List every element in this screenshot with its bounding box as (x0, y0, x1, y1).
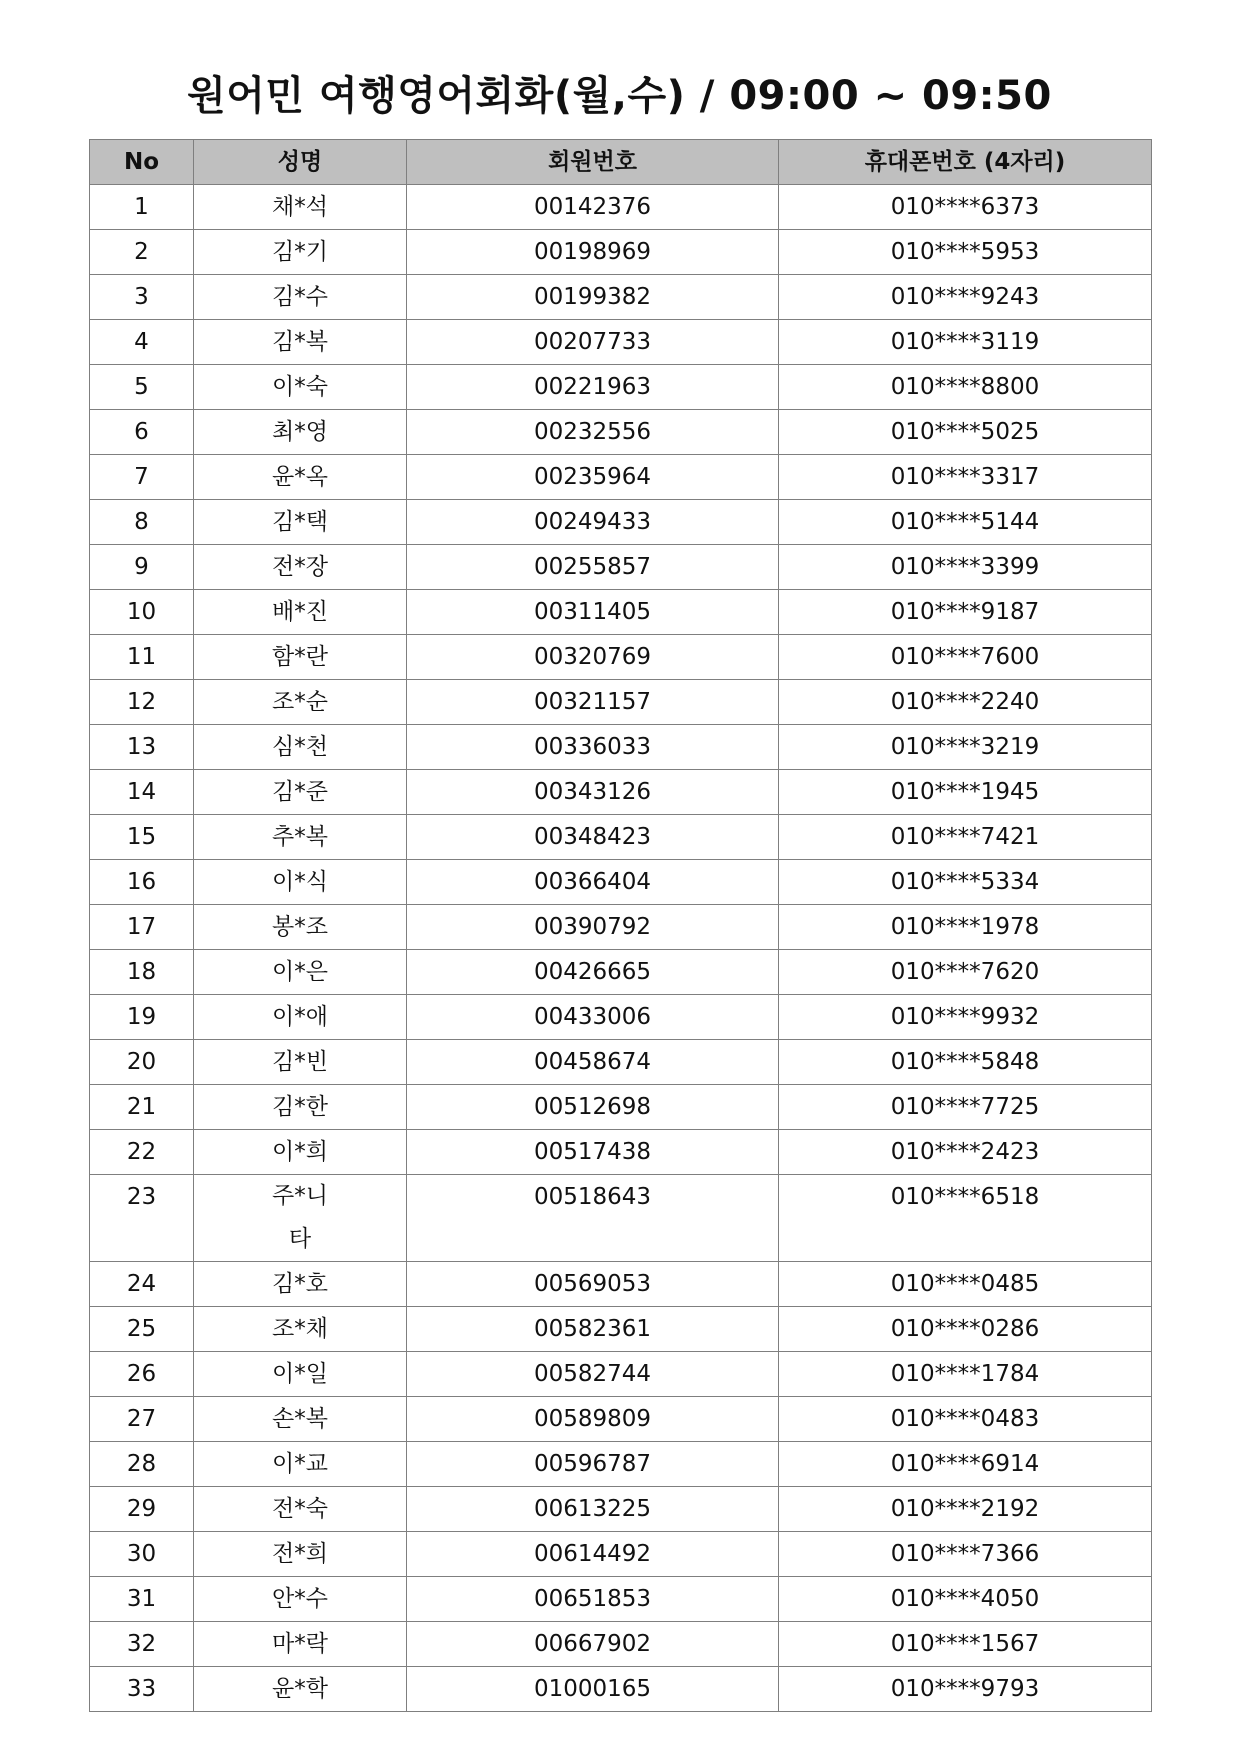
cell-no: 7 (90, 455, 194, 500)
table-row (90, 320, 1152, 365)
table-header-row (90, 140, 1152, 185)
table-row (90, 680, 1152, 725)
cell-phone: 010****7620 (779, 950, 1152, 995)
cell-phone: 010****2240 (779, 680, 1152, 725)
cell-name (194, 1667, 407, 1712)
participant-name: 배*진 (272, 599, 328, 625)
table-row (90, 1085, 1152, 1130)
cell-name (194, 1397, 407, 1442)
table-row (90, 230, 1152, 275)
participant-name: 함*란 (272, 644, 328, 670)
table-row (90, 860, 1152, 905)
cell-name (194, 1175, 407, 1262)
participant-name: 이*교 (272, 1451, 328, 1477)
cell-name (194, 905, 407, 950)
cell-name (194, 185, 407, 230)
cell-member-id: 00199382 (407, 275, 779, 320)
participant-name: 심*천 (272, 734, 328, 760)
cell-no: 26 (90, 1352, 194, 1397)
participant-name: 전*장 (272, 554, 328, 580)
participant-name: 김*복 (272, 329, 328, 355)
cell-name (194, 1487, 407, 1532)
cell-member-id: 00390792 (407, 905, 779, 950)
table-row (90, 905, 1152, 950)
participant-name: 전*희 (272, 1541, 328, 1567)
participant-name: 이*식 (272, 869, 328, 895)
cell-phone: 010****7600 (779, 635, 1152, 680)
cell-member-id: 00255857 (407, 545, 779, 590)
table-row (90, 1487, 1152, 1532)
cell-no: 22 (90, 1130, 194, 1175)
cell-member-id: 00321157 (407, 680, 779, 725)
cell-no: 17 (90, 905, 194, 950)
cell-name (194, 815, 407, 860)
participant-name: 안*수 (272, 1586, 328, 1612)
cell-member-id: 01000165 (407, 1667, 779, 1712)
cell-no: 24 (90, 1262, 194, 1307)
table-row (90, 1442, 1152, 1487)
cell-no: 15 (90, 815, 194, 860)
cell-phone: 010****5334 (779, 860, 1152, 905)
cell-member-id: 00311405 (407, 590, 779, 635)
table-row (90, 1622, 1152, 1667)
cell-no: 32 (90, 1622, 194, 1667)
cell-name (194, 1085, 407, 1130)
cell-no: 1 (90, 185, 194, 230)
cell-phone: 010****6373 (779, 185, 1152, 230)
cell-member-id: 00517438 (407, 1130, 779, 1175)
cell-no: 21 (90, 1085, 194, 1130)
participant-name: 이*숙 (272, 374, 328, 400)
participant-name: 전*숙 (272, 1496, 328, 1522)
cell-no: 27 (90, 1397, 194, 1442)
cell-no: 23 (90, 1175, 194, 1262)
cell-member-id: 00320769 (407, 635, 779, 680)
cell-member-id: 00426665 (407, 950, 779, 995)
cell-name (194, 1262, 407, 1307)
cell-no: 28 (90, 1442, 194, 1487)
participant-name: 김*기 (272, 239, 328, 265)
table-row (90, 1397, 1152, 1442)
cell-name (194, 500, 407, 545)
participant-name: 이*일 (272, 1361, 328, 1387)
cell-member-id: 00569053 (407, 1262, 779, 1307)
cell-no: 31 (90, 1577, 194, 1622)
cell-no: 5 (90, 365, 194, 410)
table-row (90, 1040, 1152, 1085)
cell-phone: 010****1567 (779, 1622, 1152, 1667)
cell-phone: 010****1784 (779, 1352, 1152, 1397)
cell-no: 19 (90, 995, 194, 1040)
cell-phone: 010****3317 (779, 455, 1152, 500)
cell-phone: 010****3399 (779, 545, 1152, 590)
cell-member-id: 00512698 (407, 1085, 779, 1130)
cell-phone: 010****5953 (779, 230, 1152, 275)
cell-member-id: 00198969 (407, 230, 779, 275)
cell-no: 30 (90, 1532, 194, 1577)
table-row (90, 950, 1152, 995)
cell-phone: 010****0485 (779, 1262, 1152, 1307)
cell-member-id: 00221963 (407, 365, 779, 410)
participant-name: 최*영 (272, 419, 328, 445)
cell-no: 12 (90, 680, 194, 725)
participant-name: 채*석 (272, 194, 328, 220)
cell-name (194, 1352, 407, 1397)
table-row (90, 1307, 1152, 1352)
table-row (90, 725, 1152, 770)
cell-no: 25 (90, 1307, 194, 1352)
cell-name (194, 590, 407, 635)
cell-no: 4 (90, 320, 194, 365)
participant-name: 윤*학 (272, 1676, 328, 1702)
cell-member-id: 00458674 (407, 1040, 779, 1085)
cell-member-id: 00343126 (407, 770, 779, 815)
cell-name (194, 455, 407, 500)
participant-name: 조*순 (272, 689, 328, 715)
cell-no: 6 (90, 410, 194, 455)
table-row (90, 1352, 1152, 1397)
header-name: 성명 (194, 140, 407, 185)
table-row (90, 365, 1152, 410)
cell-member-id: 00348423 (407, 815, 779, 860)
cell-phone: 010****7366 (779, 1532, 1152, 1577)
cell-member-id: 00207733 (407, 320, 779, 365)
cell-member-id: 00651853 (407, 1577, 779, 1622)
cell-no: 9 (90, 545, 194, 590)
cell-no: 18 (90, 950, 194, 995)
cell-phone: 010****8800 (779, 365, 1152, 410)
cell-no: 11 (90, 635, 194, 680)
cell-member-id: 00433006 (407, 995, 779, 1040)
table-row (90, 1175, 1152, 1262)
table-row (90, 1532, 1152, 1577)
cell-no: 29 (90, 1487, 194, 1532)
participant-name: 이*희 (272, 1139, 328, 1165)
cell-member-id: 00235964 (407, 455, 779, 500)
cell-phone: 010****6518 (779, 1175, 1152, 1262)
participant-name: 김*택 (272, 509, 328, 535)
participant-name: 김*준 (272, 779, 328, 805)
cell-phone: 010****3219 (779, 725, 1152, 770)
participant-name: 주*니타 (272, 1183, 328, 1252)
cell-no: 8 (90, 500, 194, 545)
participant-name: 조*채 (272, 1316, 328, 1342)
cell-name (194, 995, 407, 1040)
table-row (90, 1577, 1152, 1622)
cell-phone: 010****7421 (779, 815, 1152, 860)
cell-no: 3 (90, 275, 194, 320)
cell-member-id: 00667902 (407, 1622, 779, 1667)
cell-name (194, 1577, 407, 1622)
cell-member-id: 00142376 (407, 185, 779, 230)
cell-name (194, 275, 407, 320)
participant-table (89, 139, 1152, 1712)
participant-name: 윤*옥 (272, 464, 328, 490)
page-title: 원어민 여행영어회화(월,수) / 09:00 ~ 09:50 (187, 73, 1052, 119)
cell-phone: 010****1978 (779, 905, 1152, 950)
cell-phone: 010****1945 (779, 770, 1152, 815)
table-row (90, 500, 1152, 545)
cell-phone: 010****9243 (779, 275, 1152, 320)
table-row (90, 770, 1152, 815)
header-phone: 휴대폰번호 (4자리) (779, 140, 1152, 185)
cell-name (194, 725, 407, 770)
participant-name: 김*호 (272, 1271, 328, 1297)
table-row (90, 455, 1152, 500)
cell-name (194, 860, 407, 905)
cell-phone: 010****2192 (779, 1487, 1152, 1532)
table-row (90, 995, 1152, 1040)
cell-name (194, 1622, 407, 1667)
participant-name: 봉*조 (272, 914, 328, 940)
cell-name (194, 635, 407, 680)
cell-member-id: 00582361 (407, 1307, 779, 1352)
header-no: No (90, 140, 194, 185)
table-body (90, 185, 1152, 1712)
cell-phone: 010****0286 (779, 1307, 1152, 1352)
table-row (90, 410, 1152, 455)
cell-name (194, 1442, 407, 1487)
cell-phone: 010****3119 (779, 320, 1152, 365)
cell-name (194, 365, 407, 410)
cell-phone: 010****5144 (779, 500, 1152, 545)
table-row (90, 815, 1152, 860)
cell-member-id: 00614492 (407, 1532, 779, 1577)
cell-no: 33 (90, 1667, 194, 1712)
cell-no: 13 (90, 725, 194, 770)
cell-no: 20 (90, 1040, 194, 1085)
cell-name (194, 1130, 407, 1175)
participant-name: 추*복 (272, 824, 328, 850)
cell-phone: 010****9187 (779, 590, 1152, 635)
table-row (90, 275, 1152, 320)
table-row (90, 1130, 1152, 1175)
cell-no: 10 (90, 590, 194, 635)
cell-name (194, 410, 407, 455)
cell-phone: 010****5848 (779, 1040, 1152, 1085)
cell-member-id: 00596787 (407, 1442, 779, 1487)
table-row (90, 635, 1152, 680)
cell-name (194, 680, 407, 725)
cell-phone: 010****4050 (779, 1577, 1152, 1622)
cell-phone: 010****2423 (779, 1130, 1152, 1175)
cell-name (194, 1307, 407, 1352)
cell-member-id: 00336033 (407, 725, 779, 770)
cell-phone: 010****7725 (779, 1085, 1152, 1130)
cell-no: 14 (90, 770, 194, 815)
cell-phone: 010****9793 (779, 1667, 1152, 1712)
cell-name (194, 230, 407, 275)
participant-name: 이*은 (272, 959, 328, 985)
cell-phone: 010****6914 (779, 1442, 1152, 1487)
table-row (90, 545, 1152, 590)
participant-name: 김*수 (272, 284, 328, 310)
cell-name (194, 950, 407, 995)
cell-member-id: 00589809 (407, 1397, 779, 1442)
table-row (90, 590, 1152, 635)
table-row (90, 1667, 1152, 1712)
table-row (90, 1262, 1152, 1307)
participant-name: 마*락 (272, 1631, 328, 1657)
cell-phone: 010****5025 (779, 410, 1152, 455)
participant-name: 손*복 (272, 1406, 328, 1432)
cell-member-id: 00232556 (407, 410, 779, 455)
cell-no: 16 (90, 860, 194, 905)
header-member-id: 회원번호 (407, 140, 779, 185)
cell-phone: 010****0483 (779, 1397, 1152, 1442)
cell-name (194, 320, 407, 365)
cell-name (194, 770, 407, 815)
cell-member-id: 00518643 (407, 1175, 779, 1262)
cell-member-id: 00613225 (407, 1487, 779, 1532)
cell-member-id: 00366404 (407, 860, 779, 905)
table-row (90, 185, 1152, 230)
participant-name: 이*애 (272, 1004, 328, 1030)
cell-no: 2 (90, 230, 194, 275)
cell-phone: 010****9932 (779, 995, 1152, 1040)
cell-name (194, 545, 407, 590)
participant-name: 김*빈 (272, 1049, 328, 1075)
cell-member-id: 00582744 (407, 1352, 779, 1397)
cell-member-id: 00249433 (407, 500, 779, 545)
cell-name (194, 1040, 407, 1085)
participant-name: 김*한 (272, 1094, 328, 1120)
cell-name (194, 1532, 407, 1577)
